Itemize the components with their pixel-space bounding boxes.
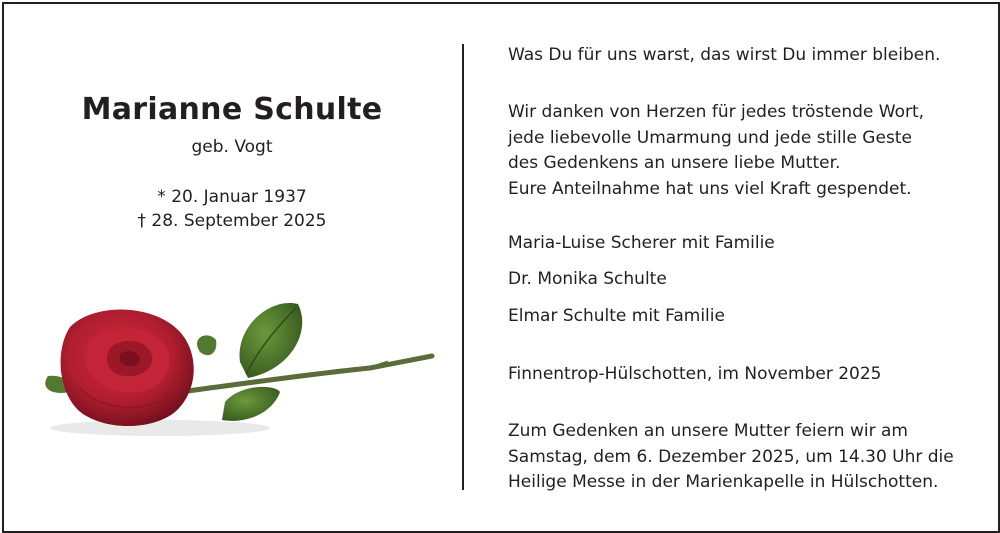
service-line: Heilige Messe in der Marienkapelle in Hülschotten. — [508, 472, 939, 492]
death-date: † 28. September 2025 — [137, 211, 327, 231]
thanks-line: jede liebevolle Umarmung und jede stille Geste — [508, 127, 912, 148]
red-rose-image — [40, 292, 440, 442]
service-line: Zum Gedenken an unsere Mutter feiern wir am — [508, 421, 908, 441]
service-text — [508, 419, 978, 496]
place-date: Finnentrop-Hülschotten, im November 2025 — [508, 364, 882, 384]
deceased-name: Marianne Schulte — [81, 92, 383, 127]
mourner: Maria-Luise Scherer mit Familie — [508, 233, 775, 253]
motto: Was Du für uns warst, das wirst Du immer bleiben. — [508, 45, 941, 65]
birth-date: * 20. Januar 1937 — [157, 187, 307, 207]
mourner: Dr. Monika Schulte — [508, 269, 667, 289]
thanks-line: des Gedenkens an unsere liebe Mutter. — [508, 153, 841, 173]
thanks-line: Wir danken von Herzen für jedes tröstende Wort, — [508, 102, 925, 122]
service-line: Samstag, dem 6. Dezember 2025, um 14.30 Uhr die — [508, 446, 954, 467]
thanks-text — [508, 100, 978, 202]
thanks-line: Eure Anteilnahme hat uns viel Kraft gespendet. — [508, 178, 912, 199]
maiden-name: geb. Vogt — [191, 137, 273, 157]
mourner: Elmar Schulte mit Familie — [508, 306, 725, 326]
